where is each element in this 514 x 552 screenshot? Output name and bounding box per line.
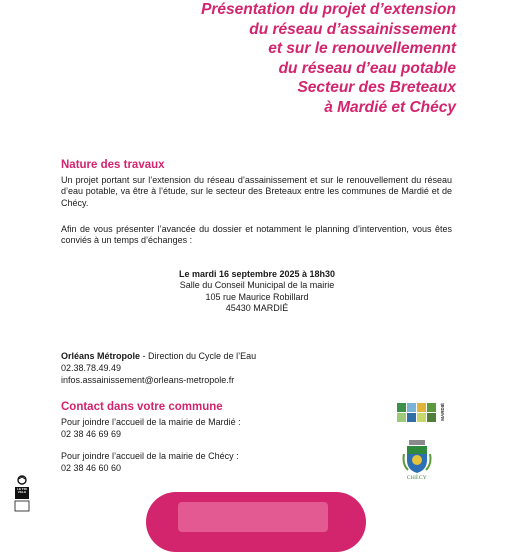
nature-paragraph: Un projet portant sur l’extension du réseau d’assainissement et sur le renouvellement du réseau d’eau potable, va être à l’étude, sur le secteur des Breteaux entre les communes de Mardié et de Chécy. [61, 175, 452, 208]
invite-paragraph: Afin de vous présenter l’avancée du dossier et notamment le planning d’intervention, vous êtes conviés à un temps d’échanges : [61, 224, 452, 246]
bottom-banner-inner [178, 502, 328, 532]
metropole-email[interactable]: infos.assainissement@orleans-metropole.fr [61, 375, 235, 385]
title-line: Secteur des Breteaux [297, 79, 456, 97]
title-line: à Mardié et Chécy [324, 98, 456, 116]
metropole-dept: - Direction du Cycle de l’Eau [140, 351, 257, 361]
nature-heading: Nature des travaux [61, 159, 165, 171]
contact-heading: Contact dans votre commune [61, 401, 223, 413]
mardie-label: Pour joindre l’accueil de la mairie de Mardié : [61, 417, 241, 427]
mardie-logo-icon [397, 403, 439, 425]
mardie-logo-text: MARDIÉ [440, 403, 445, 421]
checy-logo-text: CHÉCY [406, 475, 428, 481]
event-venue: Salle du Conseil Municipal de la mairie [179, 280, 335, 291]
recycling-badge [13, 474, 31, 512]
checy-phone: 02 38 46 60 60 [61, 463, 122, 473]
event-city: 45430 MARDIÉ [225, 303, 289, 314]
event-block [0, 269, 514, 315]
event-street: 105 rue Maurice Robillard [205, 291, 309, 302]
metropole-name: Orléans Métropole [61, 351, 141, 361]
mardie-logo [397, 403, 445, 430]
metropole-phone: 02.38.78.49.49 [61, 363, 122, 373]
event-date: Le mardi 16 septembre 2025 à 18h30 [178, 269, 336, 279]
checy-logo [402, 440, 432, 482]
title-line: et sur le renouvellemennt [268, 40, 456, 58]
title-line: du réseau d’eau potable [278, 59, 456, 77]
title-line: Présentation du projet d’extension [201, 1, 456, 18]
checy-label: Pour joindre l’accueil de la mairie de Chécy : [61, 451, 239, 461]
title-line: du réseau d’assainissement [249, 20, 456, 38]
metropole-line [61, 351, 256, 362]
document-title [201, 0, 456, 118]
mardie-phone: 02 38 46 69 69 [61, 429, 122, 439]
recycling-badge-text: LE TRI VILLE [17, 487, 27, 495]
checy-crest-icon [402, 440, 432, 474]
